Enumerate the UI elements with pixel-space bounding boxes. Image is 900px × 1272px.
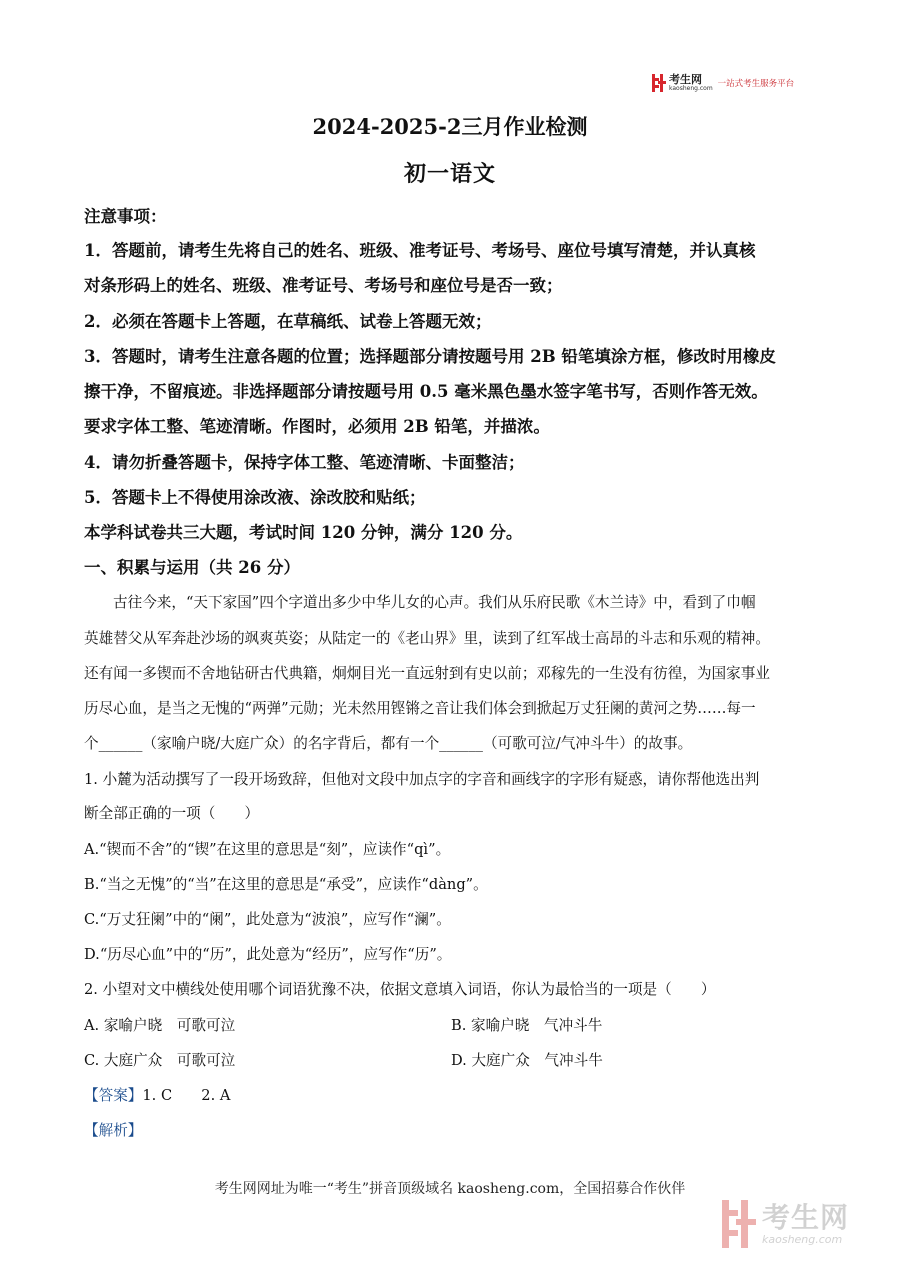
- question-2-option-b: B. 家喻户晓 气冲斗牛: [451, 1017, 603, 1034]
- passage-line: 英雄替父从军奔赴沙场的飒爽英姿；从陆定一的《老山界》里，读到了红军战士高昂的斗志和乐观的精神。: [84, 630, 770, 647]
- note-line: 要求字体工整、笔迹清晰。作图时，必须用 2B 铅笔，并描浓。: [84, 417, 550, 436]
- note-line: 5．答题卡上不得使用涂改液、涂改胶和贴纸；: [84, 488, 426, 507]
- logo-name: 考生网: [669, 73, 702, 86]
- note-line: 本学科试卷共三大题，考试时间 120 分钟，满分 120 分。: [84, 523, 523, 542]
- header-logo: [652, 72, 794, 94]
- note-line: 3．答题时，请考生注意各题的位置；选择题部分请按题号用 2B 铅笔填涂方框，修改时用橡皮: [84, 347, 776, 366]
- watermark: [722, 1200, 849, 1248]
- question-1-option-a: A.“锲而不舍”的“锲”在这里的意思是“刻”，应读作“qì”。: [84, 841, 451, 858]
- passage-line: 还有闻一多锲而不舍地钻研古代典籍，炯炯目光一直远射到有史以前；邓稼先的一生没有彷徨，为国家事业: [84, 665, 770, 682]
- logo-slogan: 一站式考生服务平台: [717, 79, 795, 89]
- notes-heading: 注意事项：: [84, 207, 167, 226]
- passage-line: 古往今来，“天下家国”四个字道出多少中华儿女的心声。我们从乐府民歌《木兰诗》中，看到了巾帼: [113, 594, 756, 611]
- section-heading: 一、积累与运用（共 26 分）: [84, 558, 300, 577]
- answer-line: [84, 1084, 230, 1105]
- note-line: 对条形码上的姓名、班级、准考证号、考场号和座位号是否一致；: [84, 276, 563, 295]
- exam-title: 2024-2025-2三月作业检测: [312, 114, 588, 139]
- question-2-stem: 2. 小望对文中横线处使用哪个词语犹豫不决，依据文意填入词语，你认为最恰当的一项是（ ）: [84, 981, 716, 998]
- passage-line: 历尽心血，是当之无愧的“两弹”元勋；光未然用铿锵之音让我们体会到掀起万丈狂阑的黄河之势……每一: [84, 700, 756, 717]
- exam-subject: 初一语文: [403, 161, 496, 187]
- note-line: 2．必须在答题卡上答题，在草稿纸、试卷上答题无效；: [84, 312, 492, 331]
- note-line: 擦干净，不留痕迹。非选择题部分请按题号用 0.5 毫米黑色墨水签字笔书写，否则作答无效。: [84, 382, 768, 401]
- kaosheng-watermark-icon: [722, 1200, 756, 1248]
- note-line: 1．答题前，请考生先将自己的姓名、班级、准考证号、考场号、座位号填写清楚，并认真核: [84, 241, 756, 260]
- question-2-option-d: D. 大庭广众 气冲斗牛: [451, 1052, 603, 1069]
- page-footer: 考生网网址为唯一“考生”拼音顶级域名 kaosheng.com，全国招募合作伙伴: [214, 1181, 686, 1197]
- question-2-option-c: C. 大庭广众 可歌可泣: [84, 1052, 236, 1069]
- question-1-option-c: C.“万丈狂阑”中的“阑”，此处意为“波浪”，应写作“澜”。: [84, 911, 451, 928]
- analysis-tag: 【解析】: [84, 1122, 143, 1139]
- analysis-line: [84, 1119, 142, 1140]
- watermark-domain: kaosheng.com: [762, 1232, 843, 1246]
- kaosheng-logo-icon: [652, 74, 666, 92]
- question-2-option-a: A. 家喻户晓 可歌可泣: [84, 1017, 236, 1034]
- logo-domain: kaosheng.com: [669, 85, 713, 92]
- passage-line: 个______（家喻户晓/大庭广众）的名字背后，都有一个______（可歌可泣/气冲斗牛）的故事。: [84, 735, 693, 752]
- question-1-option-d: D.“历尽心血”中的“历”，此处意为“经历”，应写作“历”。: [84, 946, 452, 963]
- answer-value: 1. C 2. A: [142, 1087, 231, 1104]
- watermark-name: 考生网: [762, 1200, 850, 1234]
- question-1-option-b: B.“当之无愧”的“当”在这里的意思是“承受”，应读作“dàng”。: [84, 876, 488, 893]
- question-1-stem: 断全部正确的一项（ ）: [84, 805, 260, 822]
- question-1-stem: 1. 小麓为活动撰写了一段开场致辞，但他对文段中加点字的字音和画线字的字形有疑惑，请你帮他选出判: [84, 771, 760, 788]
- answer-tag: 【答案】: [84, 1087, 143, 1104]
- note-line: 4．请勿折叠答题卡，保持字体工整、笔迹清晰、卡面整洁；: [84, 453, 525, 472]
